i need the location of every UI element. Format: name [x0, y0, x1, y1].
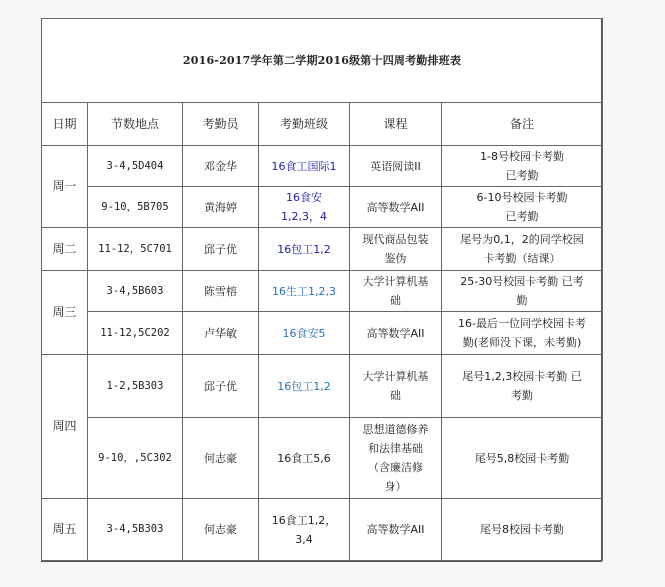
- course-line: 础: [390, 389, 401, 402]
- class-cell: 16食工国际1: [259, 146, 350, 187]
- table-row: [42, 499, 603, 561]
- class-cell: 16包工1,2: [259, 228, 350, 271]
- class-line: 3,4: [295, 532, 313, 546]
- day-cell: 周三: [42, 271, 88, 355]
- note-line: 已考勤: [505, 210, 539, 223]
- course-cell: 高等数学AII: [350, 499, 442, 561]
- note-cell: [442, 146, 603, 187]
- table-row: [42, 146, 603, 187]
- note-line: 1-8号校园卡考勤: [480, 150, 564, 163]
- class-cell: 16食安5: [259, 312, 350, 355]
- table-title: 2016-2017学年第二学期2016级第十四周考勤排班表: [42, 19, 603, 103]
- note-line: 16-最后一位同学校园卡考: [458, 317, 586, 330]
- note-line: 卡考勤（结课）: [483, 252, 561, 265]
- course-cell: [350, 271, 442, 312]
- note-line: 尾号1,2,3校园卡考勤 已: [462, 370, 582, 383]
- note-line: 已考勤: [505, 169, 539, 182]
- checker-cell: 邓金华: [183, 146, 259, 187]
- table-row: [42, 271, 603, 312]
- course-cell: [350, 355, 442, 418]
- course-line: 现代商品包装: [362, 233, 429, 246]
- checker-cell: 邱子优: [183, 228, 259, 271]
- course-line: 身）: [384, 480, 407, 493]
- period-cell: 11-12，5C701: [88, 228, 183, 271]
- class-cell: 16生工1,2,3: [259, 271, 350, 312]
- note-cell: [442, 355, 603, 418]
- course-line: 大学计算机基: [362, 370, 429, 383]
- note-cell: [442, 187, 603, 228]
- course-line: 础: [390, 294, 401, 307]
- checker-cell: 黄海婷: [183, 187, 259, 228]
- table-row: [42, 228, 603, 271]
- day-cell: 周一: [42, 146, 88, 228]
- checker-cell: 何志豪: [183, 499, 259, 561]
- period-cell: 3-4,5B603: [88, 271, 183, 312]
- period-cell: 1-2,5B303: [88, 355, 183, 418]
- note-line: 6-10号校园卡考勤: [476, 191, 568, 204]
- course-line: 思想道德修养: [362, 423, 429, 436]
- class-line: 16食安: [286, 191, 322, 204]
- day-cell: 周二: [42, 228, 88, 271]
- note-line: 勤: [516, 294, 528, 307]
- class-line: 1,2,3，4: [281, 210, 327, 223]
- class-cell: [259, 187, 350, 228]
- class-cell: 16包工1,2: [259, 355, 350, 418]
- course-line: 鉴伪: [384, 252, 407, 265]
- header-note: 备注: [442, 103, 603, 146]
- header-checker: 考勤员: [183, 103, 259, 146]
- checker-cell: 卢华敏: [183, 312, 259, 355]
- course-cell: [350, 228, 442, 271]
- course-cell: 高等数学AII: [350, 312, 442, 355]
- checker-cell: 陈雪榕: [183, 271, 259, 312]
- note-cell: [442, 312, 603, 355]
- course-line: 和法律基础: [368, 442, 423, 455]
- header-period-location: 节数地点: [88, 103, 183, 146]
- note-cell: 尾号5,8校园卡考勤: [442, 418, 603, 499]
- course-cell: 英语阅读II: [350, 146, 442, 187]
- note-line: 勤(老师没下课，未考勤): [462, 336, 582, 349]
- table-row: [42, 312, 603, 355]
- header-class: 考勤班级: [259, 103, 350, 146]
- class-cell: [259, 499, 350, 561]
- table-row: [42, 355, 603, 418]
- note-cell: [442, 271, 603, 312]
- period-cell: 3-4,5D404: [88, 146, 183, 187]
- course-line: 大学计算机基: [362, 275, 429, 288]
- period-cell: 9-10，,5C302: [88, 418, 183, 499]
- course-line: （含廉洁修: [368, 461, 423, 474]
- checker-cell: 何志豪: [183, 418, 259, 499]
- course-cell: [350, 418, 442, 499]
- table-row: [42, 418, 603, 499]
- day-cell: 周五: [42, 499, 88, 561]
- attendance-table: [41, 18, 603, 561]
- course-cell: 高等数学AII: [350, 187, 442, 228]
- header-date: 日期: [42, 103, 88, 146]
- note-line: 25-30号校园卡考勤 已考: [460, 275, 584, 288]
- day-cell: 周四: [42, 355, 88, 499]
- note-line: 考勤: [511, 389, 533, 402]
- header-row: [42, 103, 603, 146]
- class-cell: 16食工5,6: [259, 418, 350, 499]
- note-line: 尾号为0,1，2的同学校园: [460, 233, 584, 246]
- period-cell: 11-12,5C202: [88, 312, 183, 355]
- period-cell: 9-10，5B705: [88, 187, 183, 228]
- note-cell: [442, 228, 603, 271]
- class-line: 16食工1,2，: [271, 513, 337, 527]
- table-row: [42, 187, 603, 228]
- header-course: 课程: [350, 103, 442, 146]
- period-cell: 3-4,5B303: [88, 499, 183, 561]
- note-cell: 尾号8校园卡考勤: [442, 499, 603, 561]
- checker-cell: 邱子优: [183, 355, 259, 418]
